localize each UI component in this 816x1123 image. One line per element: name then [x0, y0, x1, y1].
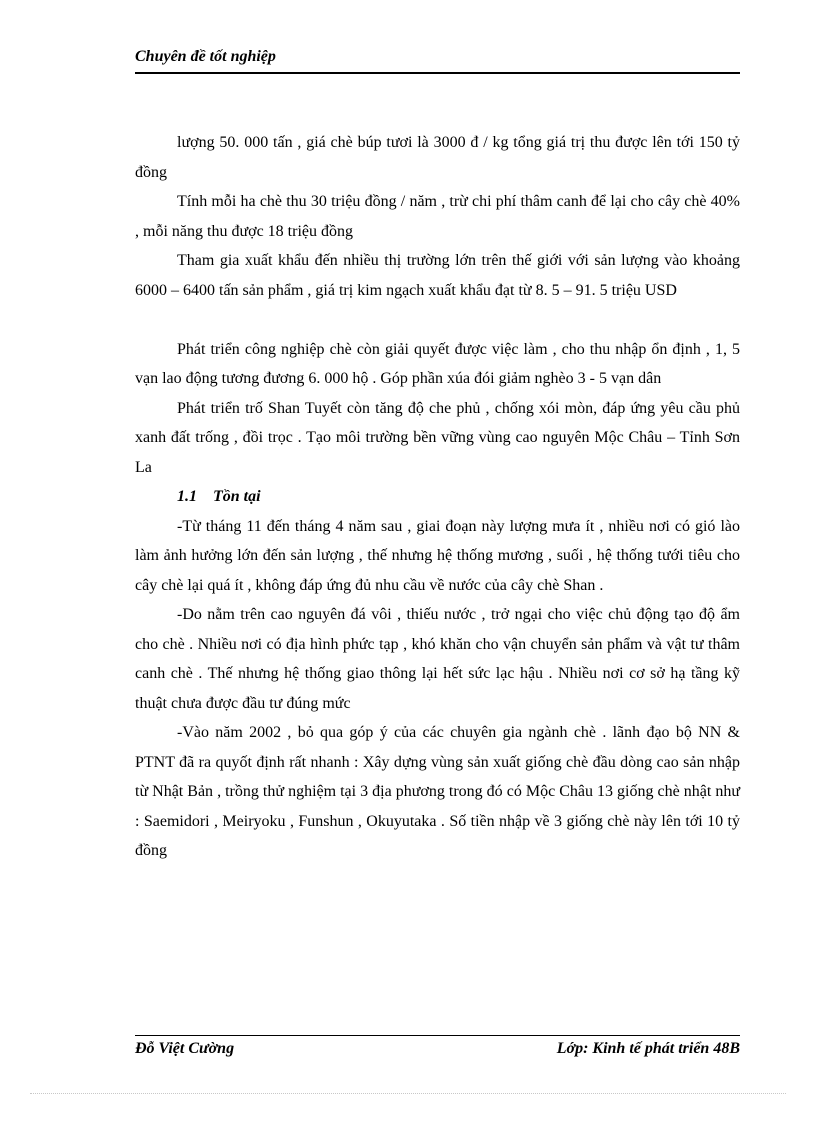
paragraph: Tham gia xuất khẩu đến nhiều thị trường lớn trên thế giới với sản lượng vào khoảng 6000 – 6400 tấn sản phẩm , giá trị kim ngạch xuất khẩu đạt từ 8. 5 – 91. 5 triệu USD: [135, 252, 740, 299]
footer-divider: [135, 1035, 740, 1036]
paragraph: -Vào năm 2002 , bỏ qua góp ý của các chuyên gia ngành chè . lãnh đạo bộ NN & PTNT đã ra quyốt định rất nhanh : Xây dựng vùng sản xuất giống chè đầu dòng cao sản nhập từ Nhật Bản , trồng thử nghiệm tại 3 địa phương trong đó có Mộc Châu 13 giống chè nhật như : Saemidori , Meiryoku , Funshun , Okuyutaka . Số tiền nhập về 3 giống chè này lên tới 10 tỷ đồng: [135, 724, 740, 859]
paragraph: Phát triển công nghiệp chè còn giải quyết được việc làm , cho thu nhập ổn định , 1, 5 vạn lao động tương đương 6. 000 hộ . Góp phần xúa đói giảm nghèo 3 - 5 vạn dân: [135, 340, 740, 387]
section-heading: [135, 482, 740, 512]
footer-author: Đỗ Việt Cường: [135, 1040, 235, 1057]
paragraph: Tính mỗi ha chè thu 30 triệu đồng / năm , trừ chi phí thâm canh để lại cho cây chè 40% , mỗi năng thu được 18 triệu đồng: [135, 193, 740, 240]
section-number: 1.1: [177, 488, 197, 505]
paragraph: Phát triển trố Shan Tuyết còn tăng độ che phủ , chống xói mòn, đáp ứng yêu cầu phủ xanh đất trống , đồi trọc . Tạo môi trường bền vững vùng cao nguyên Mộc Châu – Tỉnh Sơn La: [135, 399, 740, 476]
paragraph: -Từ tháng 11 đến tháng 4 năm sau , giai đoạn này lượng mưa ít , nhiều nơi có gió lào làm ảnh hưởng lớn đến sản lượng , thế nhưng hệ thống mương , suối , hệ thống tưới tiêu cho cây chè lại quá ít , không đáp ứng đủ nhu cầu về nước của cây chè Shan .: [135, 517, 740, 594]
header-title: Chuyên đề tốt nghiệp: [135, 48, 276, 65]
footer-class-label: Lớp: Kinh tế phát triển 48B: [556, 1040, 740, 1057]
section-title: Tồn tại: [213, 488, 261, 505]
document-body: [135, 128, 740, 866]
paragraph: lượng 50. 000 tấn , giá chè búp tươi là 3000 đ / kg tổng giá trị thu được lên tới 150 tỷ đồng: [135, 134, 740, 181]
header-divider: [135, 72, 740, 74]
page-edge-divider: [30, 1093, 786, 1094]
paragraph: -Do nằm trên cao nguyên đá vôi , thiếu nước , trở ngại cho việc chủ động tạo độ ẩm cho chè . Nhiều nơi có địa hình phức tạp , khó khăn cho vận chuyển sản phẩm và vật tư thâm canh chè . Thế nhưng hệ thống giao thông lại hết sức lạc hậu . Nhiều nơi cơ sở hạ tầng kỹ thuật chưa được đầu tư đúng mức: [135, 606, 740, 712]
